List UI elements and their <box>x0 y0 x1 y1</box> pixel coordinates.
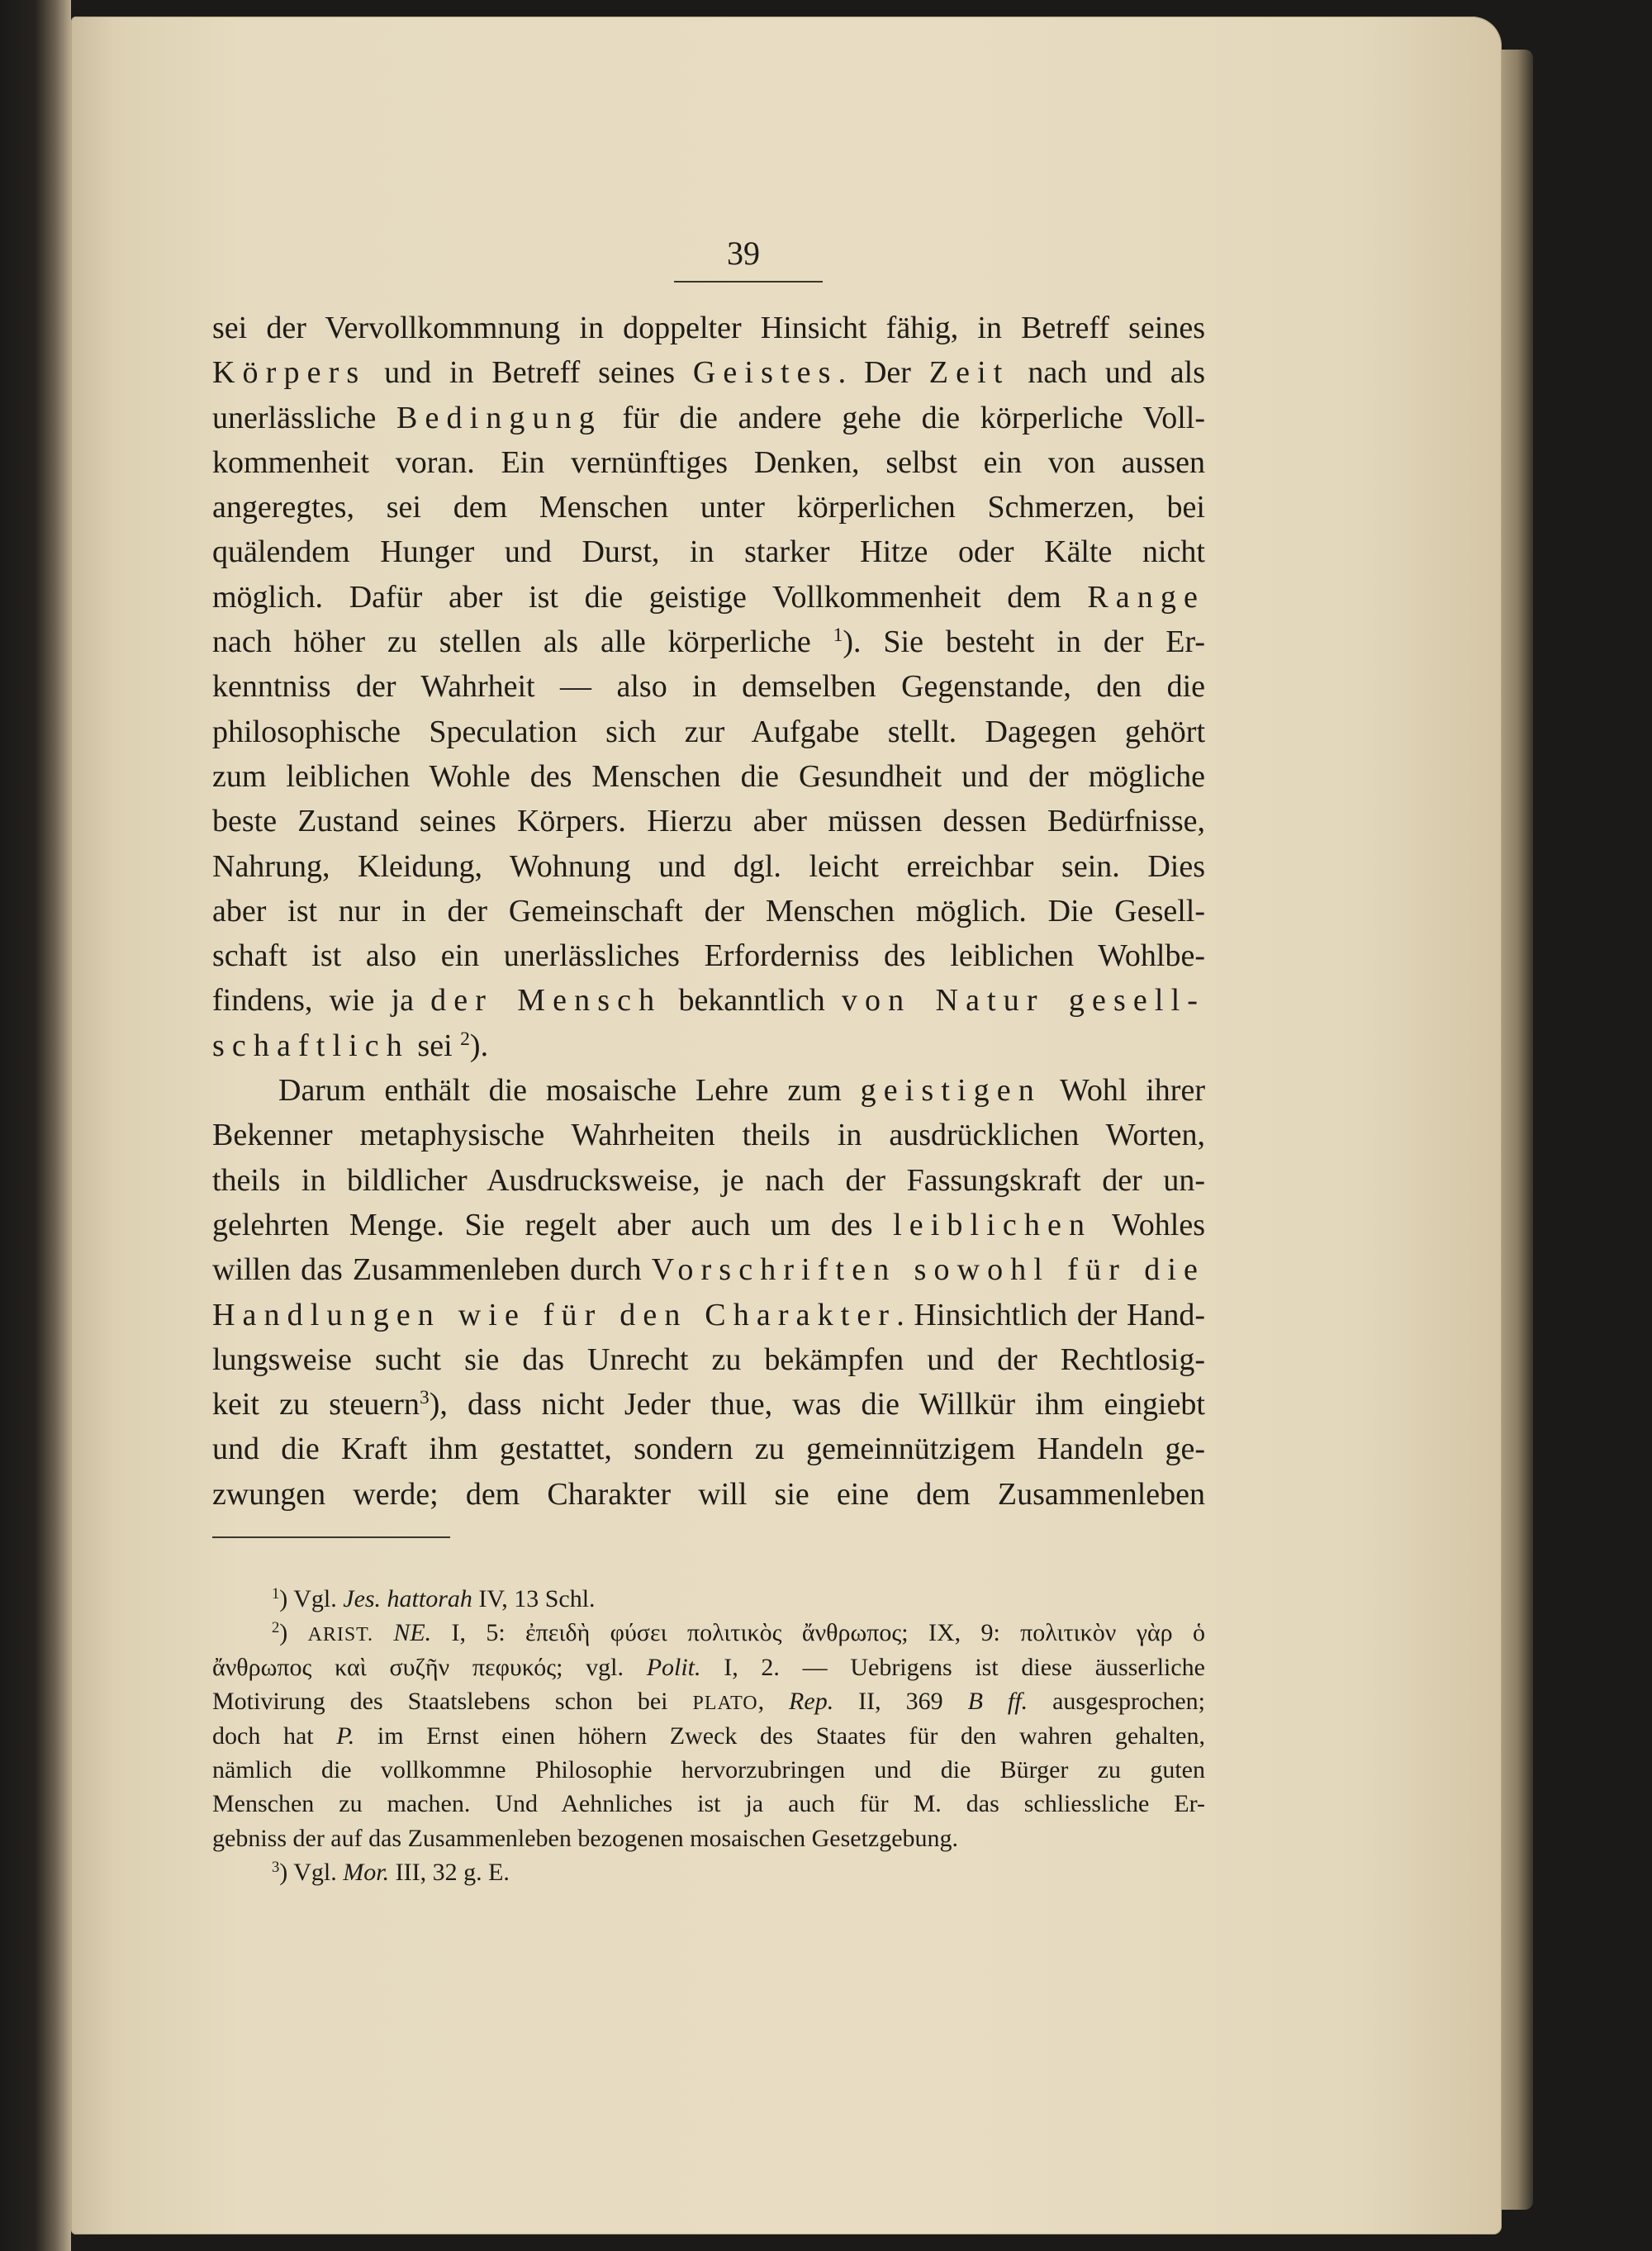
text-line: willen das Zusammenleben durch Vorschriften sowohl für die <box>212 1252 1205 1288</box>
facing-page-edge <box>0 0 71 2251</box>
footnote-1: $^1$) Vgl. Jes. hattorah IV, 13 Schl. <box>272 1584 596 1612</box>
text-line: kommenheit voran. Ein vernünftiges Denken, selbst ein von aussen <box>212 444 1205 480</box>
page-fore-edge <box>1502 50 1533 2210</box>
text-line: schaft ist also ein unerlässliches Erforderniss des leiblichen Wohlbe- <box>212 938 1205 974</box>
text-line: keit zu steuern$^3$), dass nicht Jeder thue, was die Willkür ihm eingiebt <box>212 1387 1205 1422</box>
footnote-line: doch hat P. im Ernst einen höhern Zweck des Staates für den wahren gehalten, <box>212 1721 1205 1750</box>
footnote-ref: 3 <box>419 1387 430 1409</box>
footnote-ref: 2 <box>460 1028 470 1050</box>
text-line: zum leiblichen Wohle des Menschen die Gesundheit und der mögliche <box>212 758 1205 794</box>
text-line: Nahrung, Kleidung, Wohnung und dgl. leicht erreichbar sein. Dies <box>212 848 1205 884</box>
text-line: lungsweise sucht sie das Unrecht zu bekämpfen und der Rechtlosig- <box>212 1342 1205 1377</box>
text-line: beste Zustand seines Körpers. Hierzu aber müssen dessen Bedürfnisse, <box>212 804 1205 839</box>
footnote-rule <box>212 1536 450 1538</box>
text-line: philosophische Speculation sich zur Aufgabe stellt. Dagegen gehört <box>212 714 1205 749</box>
text-line: zwungen werde; dem Charakter will sie eine dem Zusammenleben <box>212 1476 1205 1512</box>
footnote-line: nämlich die vollkommne Philosophie hervorzubringen und die Bürger zu guten <box>212 1755 1205 1783</box>
page-number: 39 <box>727 235 760 272</box>
text-line: möglich. Dafür aber ist die geistige Vollkommenheit dem Range <box>212 579 1205 615</box>
text-line: kenntniss der Wahrheit — also in demselben Gegenstande, den die <box>212 669 1205 705</box>
body-text <box>212 306 1205 1517</box>
text-line: aber ist nur in der Gemeinschaft der Menschen möglich. Die Gesell- <box>212 893 1205 928</box>
footnotes <box>212 1582 1205 1890</box>
text-line: unerlässliche Bedingung für die andere gehe die körperliche Voll- <box>212 400 1205 435</box>
footnote-3: $^3$) Vgl. Mor. III, 32 g. E. <box>272 1858 510 1887</box>
text-line: nach höher zu stellen als alle körperliche $^1$). Sie besteht in der Er- <box>212 624 1205 660</box>
text-line: Handlungen wie für den Charakter. Hinsichtlich der Hand- <box>212 1297 1205 1332</box>
text-line: findens, wie ja der Mensch bekanntlich von Natur gesell- <box>212 983 1206 1019</box>
text-line: Bekenner metaphysische Wahrheiten theils in ausdrücklichen Worten, <box>212 1118 1205 1153</box>
text-line: Darum enthält die mosaische Lehre zum geistigen Wohl ihrer <box>278 1073 1205 1109</box>
footnote-line: ἄνθρωπος καὶ συζῆν πεφυκός; vgl. Polit. I, 2. — Uebrigens ist diese äusserliche <box>212 1653 1205 1681</box>
text-line: schaftlich sei $^2$). <box>212 1028 489 1063</box>
text-line: sei der Vervollkommnung in doppelter Hinsicht fähig, in Betreff seines <box>212 311 1205 345</box>
header-rule <box>674 281 823 283</box>
text-line: Körpers und in Betreff seines Geistes. Der Zeit nach und als <box>212 355 1205 391</box>
text-line: theils in bildlicher Ausdrucksweise, je nach der Fassungskraft der un- <box>212 1162 1205 1198</box>
footnote-line: Motivirung des Staatslebens schon bei PLATO, Rep. II, 369 B ff. ausgesprochen; <box>212 1688 1206 1716</box>
footnote-line: gebniss der auf das Zusammenleben bezogenen mosaischen Gesetzgebung. <box>212 1824 959 1852</box>
text-line: angeregtes, sei dem Menschen unter körperlichen Schmerzen, bei <box>212 490 1205 525</box>
text-line: gelehrten Menge. Sie regelt aber auch um des leiblichen Wohles <box>212 1207 1205 1242</box>
text-line: und die Kraft ihm gestattet, sondern zu gemeinnützigem Handeln ge- <box>212 1432 1205 1467</box>
footnote-ref: 1 <box>833 624 843 647</box>
footnote-2: $^2$) ARIST. NE. I, 5: ἐπειδὴ φύσει πολιτικὸς ἄνθρωπος; IX, 9: πολιτικὸν γὰρ ὁ <box>272 1619 1205 1647</box>
footnote-line: Menschen zu machen. Und Aehnliches ist ja auch für M. das schliessliche Er- <box>212 1790 1205 1818</box>
text-line: quälendem Hunger und Durst, in starker Hitze oder Kälte nicht <box>212 534 1205 570</box>
